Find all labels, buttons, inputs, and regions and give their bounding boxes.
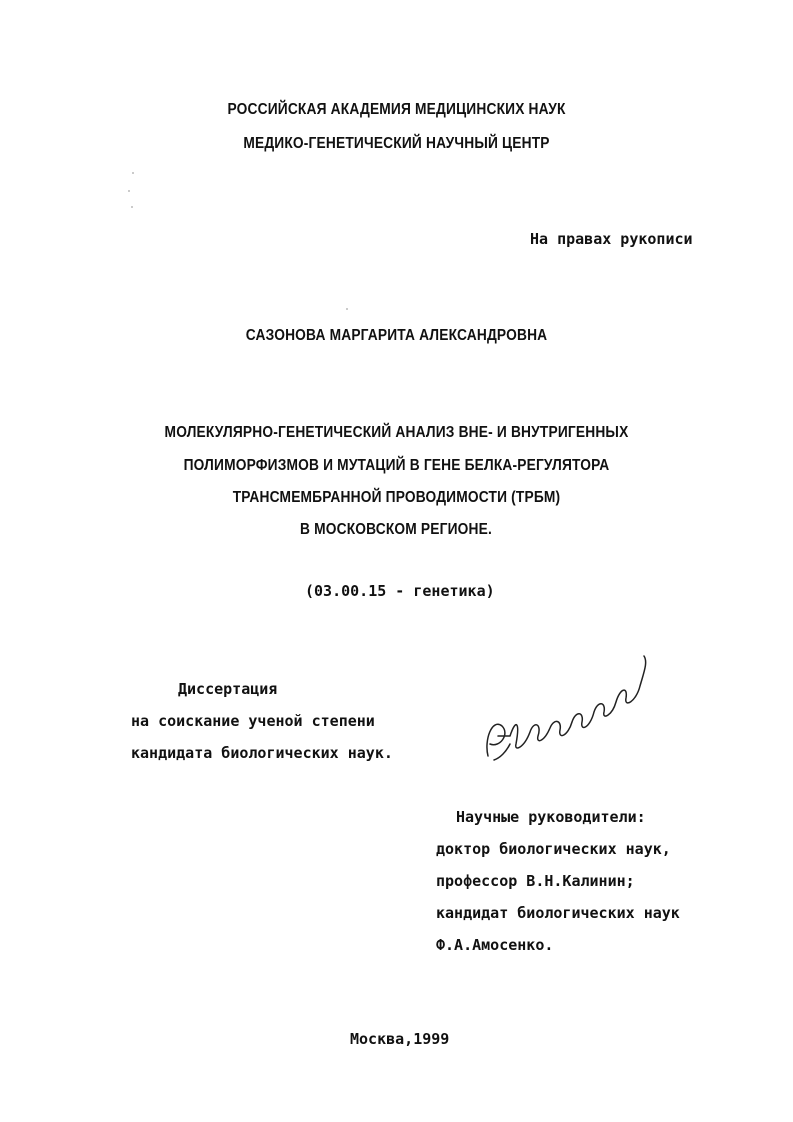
author-signature (480, 648, 650, 763)
title-line-2: ПОЛИМОРФИЗМОВ И МУТАЦИЙ В ГЕНЕ БЕЛКА-РЕГУЛЯТОРА (183, 457, 610, 474)
scan-speck (132, 172, 134, 174)
scan-speck (128, 190, 130, 192)
scan-speck (346, 308, 348, 310)
dissertation-line-1: Диссертация (178, 680, 278, 698)
signature-text: АСазонова (500, 718, 506, 719)
center-name: МЕДИКО-ГЕНЕТИЧЕСКИЙ НАУЧНЫЙ ЦЕНТР (243, 135, 550, 152)
supervisor-line-4: Ф.А.Амосенко. (436, 936, 554, 954)
signature-strokes (487, 656, 646, 760)
manuscript-note: На правах рукописи (530, 230, 693, 248)
title-line-1: МОЛЕКУЛЯРНО-ГЕНЕТИЧЕСКИЙ АНАЛИЗ ВНЕ- И ВНУТРИГЕННЫХ (164, 424, 629, 441)
title-line-3: ТРАНСМЕМБРАННОЙ ПРОВОДИМОСТИ (ТРБМ) (232, 489, 561, 506)
author-name: САЗОНОВА МАРГАРИТА АЛЕКСАНДРОВНА (245, 327, 548, 344)
supervisor-line-1: доктор биологических наук, (436, 840, 671, 858)
academy-name: РОССИЙСКАЯ АКАДЕМИЯ МЕДИЦИНСКИХ НАУК (227, 101, 566, 118)
city-year: Москва,1999 (350, 1030, 450, 1048)
specialty-code: (03.00.15 - генетика) (305, 582, 495, 600)
supervisor-line-2: профессор В.Н.Калинин; (436, 872, 635, 890)
title-line-4: В МОСКОВСКОМ РЕГИОНЕ. (300, 521, 493, 538)
supervisors-heading: Научные руководители: (456, 808, 646, 826)
dissertation-line-2: на соискание ученой степени (131, 712, 375, 730)
supervisor-line-3: кандидат биологических наук (436, 904, 680, 922)
scan-speck (131, 206, 133, 208)
dissertation-line-3: кандидата биологических наук. (131, 744, 393, 762)
